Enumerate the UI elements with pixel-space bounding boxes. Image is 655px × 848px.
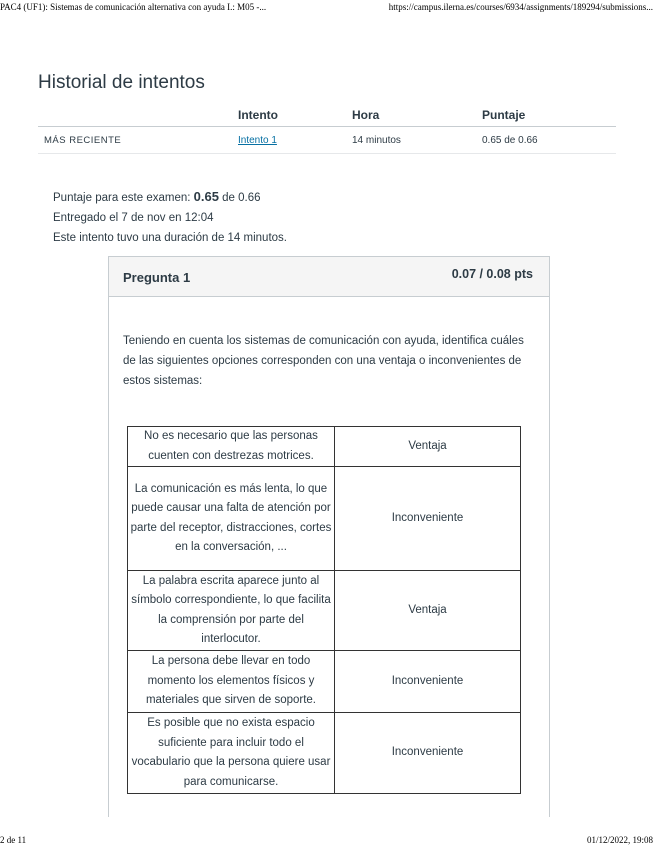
answer-cell: Inconveniente [335, 467, 521, 571]
statement-cell: No es necesario que las personas cuenten con destrezas motrices. [128, 427, 335, 467]
score-prefix: Puntaje para este examen: [53, 192, 194, 204]
answer-cell: Inconveniente [335, 713, 521, 794]
score-value: 0.65 [193, 189, 219, 204]
attempt-time: 14 minutos [352, 127, 482, 154]
table-row [128, 571, 521, 651]
print-page-url: https://campus.ilerna.es/courses/6934/assignments/189294/submissions... [388, 2, 653, 12]
table-row [128, 651, 521, 713]
history-col-label [38, 104, 238, 127]
history-col-time: Hora [352, 104, 482, 127]
question-title: Pregunta 1 [123, 270, 191, 285]
exam-summary [53, 187, 287, 248]
answer-cell: Ventaja [335, 427, 521, 467]
most-recent-label: MÁS RECIENTE [44, 134, 122, 146]
table-row [128, 467, 521, 571]
table-row [128, 713, 521, 794]
statement-cell: La comunicación es más lenta, lo que puede causar una falta de atención por parte del receptor, distracciones, cortes en la conversación, ... [128, 467, 335, 571]
duration-line: Este intento tuvo una duración de 14 minutos. [53, 232, 287, 244]
print-datetime: 01/12/2022, 19:08 [586, 835, 653, 845]
question-score: 0.07 / 0.08 pts [451, 267, 533, 281]
history-row [38, 127, 616, 154]
statement-cell: La palabra escrita aparece junto al símbolo correspondiente, lo que facilita la comprensión por parte del interlocutor. [128, 571, 335, 651]
answer-cell: Inconveniente [335, 651, 521, 713]
submitted-line: Entregado el 7 de nov en 12:04 [53, 212, 214, 224]
score-suffix: de 0.66 [218, 192, 261, 204]
print-page-number: 2 de 11 [0, 835, 27, 845]
attempt-1-link[interactable]: Intento 1 [238, 134, 277, 146]
history-col-score: Puntaje [482, 104, 616, 127]
question-header [109, 257, 549, 297]
exam-score-line [53, 187, 287, 208]
statement-cell: Es posible que no exista espacio suficiente para incluir todo el vocabulario que la persona quiere usar para comunicarse. [128, 713, 335, 794]
answer-cell: Ventaja [335, 571, 521, 651]
history-title: Historial de intentos [38, 72, 205, 93]
history-col-attempt: Intento [238, 104, 352, 127]
statement-cell: La persona debe llevar en todo momento los elementos físicos y materiales que sirven de soporte. [128, 651, 335, 713]
history-header-row [38, 104, 616, 127]
question-text: Teniendo en cuenta los sistemas de comunicación con ayuda, identifica cuáles de las siguientes opciones corresponden con una ventaja o inconvenientes de estos sistemas: [123, 335, 524, 387]
attempt-history-table [38, 104, 616, 154]
print-footer [0, 832, 655, 848]
table-row [128, 427, 521, 467]
answer-table [127, 426, 521, 794]
attempt-score: 0.65 de 0.66 [482, 127, 616, 154]
question-1-card [108, 256, 550, 817]
print-header [0, 0, 655, 14]
print-page-title: PAC4 (UF1): Sistemas de comunicación alternativa con ayuda I.: M05 -... [0, 2, 267, 12]
